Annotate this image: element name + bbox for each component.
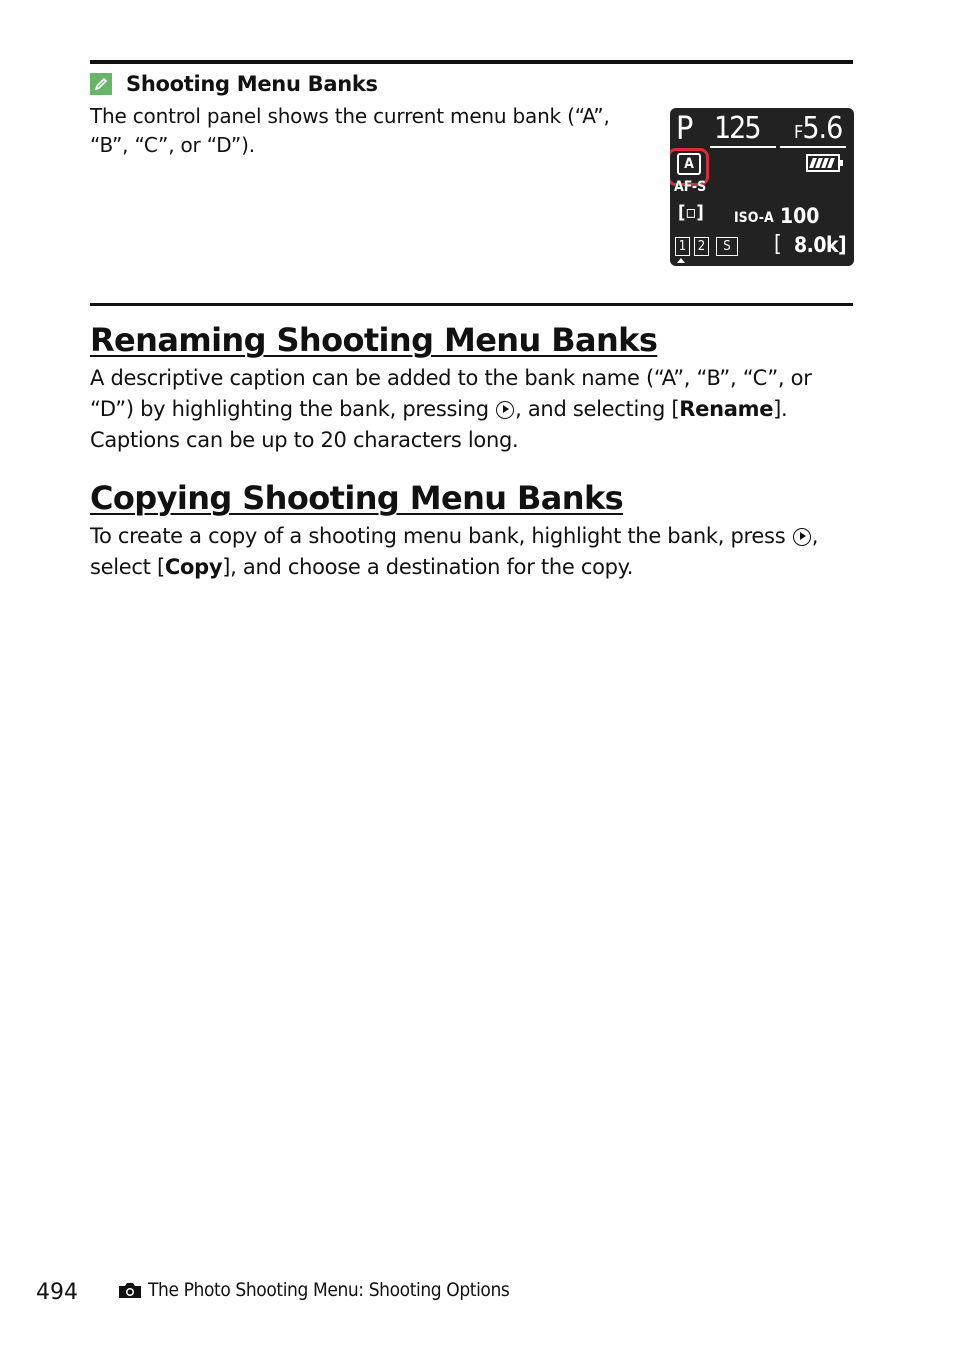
chapter-title: The Photo Shooting Menu: Shooting Options: [148, 1279, 510, 1301]
memory-slot-2: 2: [694, 237, 709, 256]
iso-value: 100: [780, 204, 820, 228]
note-header: [90, 70, 378, 98]
shutter-underline: [710, 146, 776, 148]
shots-remaining: 8.0k]: [794, 233, 847, 257]
exposure-mode: P: [676, 109, 694, 147]
note-title: Shooting Menu Banks: [126, 72, 378, 96]
memory-slot-s: S: [716, 237, 738, 256]
multi-selector-right-icon: [496, 401, 514, 419]
renaming-text-3: ]. Captions can be up to 20 characters long.: [90, 397, 788, 452]
rename-option: Rename: [679, 397, 774, 421]
heading-renaming: Renaming Shooting Menu Banks: [90, 321, 658, 359]
active-slot-marker-icon: [677, 258, 685, 263]
memory-slot-1: 1: [675, 237, 690, 256]
copying-paragraph: [90, 521, 860, 583]
section-rule: [90, 303, 853, 306]
renaming-paragraph: [90, 363, 860, 456]
shots-bracket: [: [774, 232, 782, 257]
page-number: 494: [36, 1280, 78, 1305]
aperture-readout: [794, 111, 843, 146]
metering-icon: [▫]: [678, 202, 704, 223]
battery-icon: [806, 154, 840, 172]
note-body: The control panel shows the current menu bank (“A”, “B”, “C”, or “D”).: [90, 104, 610, 157]
aperture-value: 5.6: [802, 111, 843, 146]
control-panel-illustration: [670, 108, 854, 266]
copy-option: Copy: [164, 555, 223, 579]
copying-text-3: ], and choose a destination for the copy.: [222, 555, 634, 579]
aperture-underline: [780, 146, 846, 148]
running-footer: [118, 1279, 509, 1301]
shutter-speed: 125: [714, 111, 760, 146]
copying-text-1: To create a copy of a shooting menu bank, highlight the bank, press: [90, 524, 792, 548]
heading-copying: Copying Shooting Menu Banks: [90, 479, 624, 517]
menu-bank-indicator: A: [677, 153, 701, 175]
renaming-text-1: A descriptive caption can be added to the bank name (“A”, “B”, “C”, or “D”) by highlighting the bank, pressing: [90, 366, 812, 421]
multi-selector-right-icon: [793, 528, 811, 546]
renaming-text-2: , and selecting [: [515, 397, 680, 421]
iso-label: ISO-A: [734, 210, 774, 226]
top-rule: [90, 60, 853, 64]
camera-icon: [118, 1281, 142, 1299]
pencil-note-icon: [90, 73, 112, 95]
af-mode: AF-S: [674, 179, 707, 195]
aperture-prefix: F: [794, 122, 803, 143]
copying-text-2: , select [: [90, 524, 819, 579]
